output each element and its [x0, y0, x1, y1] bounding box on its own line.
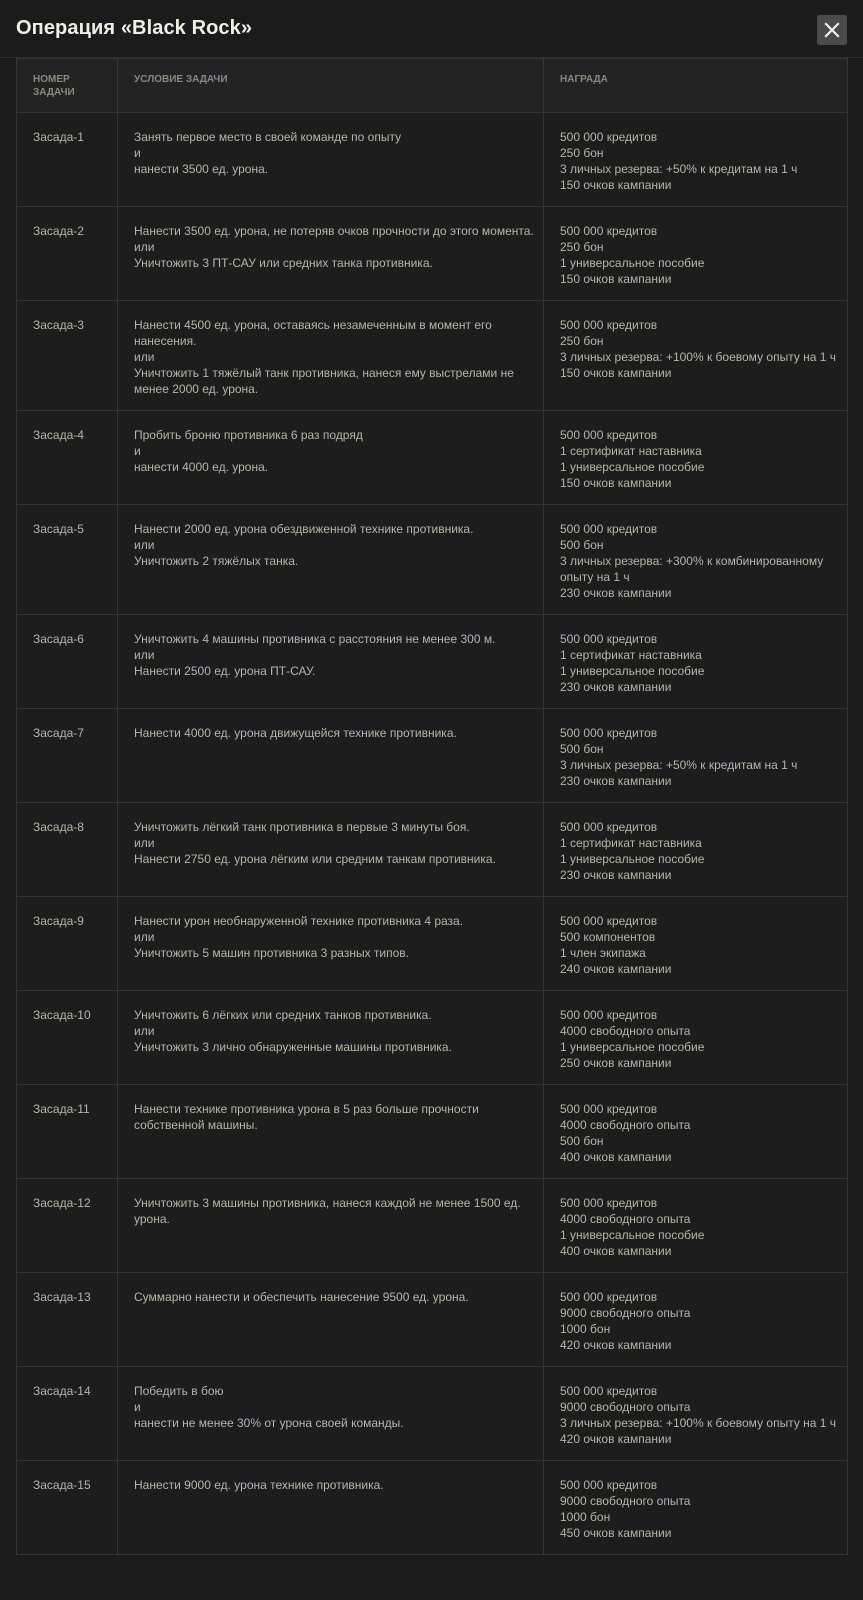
condition-line: Уничтожить 2 тяжёлых танка.: [134, 554, 299, 568]
reward-line: 500 000 кредитов: [560, 318, 658, 332]
table-row: [17, 991, 848, 1085]
condition-line: и: [134, 146, 141, 160]
task-reward-cell: [544, 1461, 848, 1555]
task-number-cell: [17, 803, 118, 897]
task-reward-cell: [544, 1367, 848, 1461]
task-reward-cell: [544, 803, 848, 897]
condition-line: Занять первое место в своей команде по опыту: [134, 130, 402, 144]
reward-line: 150 очков кампании: [560, 272, 672, 286]
reward-line: 250 очков кампании: [560, 1056, 672, 1070]
column-header-label: УСЛОВИЕ ЗАДАЧИ: [134, 74, 228, 85]
task-reward-cell: [544, 991, 848, 1085]
task-reward-cell: [544, 301, 848, 411]
reward-line: 420 очков кампании: [560, 1432, 672, 1446]
reward-line: 240 очков кампании: [560, 962, 672, 976]
reward-line: 500 000 кредитов: [560, 224, 658, 238]
tasks-table: [16, 58, 848, 1555]
condition-line: урона.: [134, 1212, 170, 1226]
reward-line: 150 очков кампании: [560, 366, 672, 380]
table-row: [17, 1085, 848, 1179]
reward-line: 500 000 кредитов: [560, 1478, 658, 1492]
task-number: Засада-12: [33, 1196, 91, 1210]
condition-line: или: [134, 1024, 155, 1038]
task-number: Засада-1: [33, 130, 84, 144]
reward-line: 1 универсальное пособие: [560, 852, 705, 866]
reward-line: 4000 свободного опыта: [560, 1118, 691, 1132]
reward-line: 4000 свободного опыта: [560, 1024, 691, 1038]
table-row: [17, 301, 848, 411]
reward-line: 3 личных резерва: +100% к боевому опыту на 1 ч: [560, 350, 837, 364]
task-condition-cell: [118, 505, 544, 615]
task-number-cell: [17, 1273, 118, 1367]
reward-line: 1 универсальное пособие: [560, 664, 705, 678]
reward-line: 1 сертификат наставника: [560, 648, 702, 662]
reward-line: 500 000 кредитов: [560, 522, 658, 536]
condition-line: Уничтожить 5 машин противника 3 разных типов.: [134, 946, 409, 960]
condition-line: Уничтожить 3 лично обнаруженные машины противника.: [134, 1040, 452, 1054]
task-number: Засада-10: [33, 1008, 91, 1022]
table-row: [17, 505, 848, 615]
table-row: [17, 615, 848, 709]
task-reward-cell: [544, 615, 848, 709]
table-row: [17, 113, 848, 207]
reward-line: 3 личных резерва: +50% к кредитам на 1 ч: [560, 758, 798, 772]
condition-line: или: [134, 240, 155, 254]
table-row: [17, 709, 848, 803]
reward-line: опыту на 1 ч: [560, 570, 630, 584]
reward-line: 500 000 кредитов: [560, 1384, 658, 1398]
task-number: Засада-7: [33, 726, 84, 740]
condition-line: Нанести 3500 ед. урона, не потеряв очков прочности до этого момента.: [134, 224, 534, 238]
task-condition-cell: [118, 207, 544, 301]
reward-line: 150 очков кампании: [560, 178, 672, 192]
reward-line: 500 компонентов: [560, 930, 656, 944]
column-header-task-number: [17, 59, 118, 113]
task-number-cell: [17, 1085, 118, 1179]
condition-line: и: [134, 1400, 141, 1414]
reward-line: 500 000 кредитов: [560, 1196, 658, 1210]
table-row: [17, 1367, 848, 1461]
task-number: Засада-9: [33, 914, 84, 928]
condition-line: собственной машины.: [134, 1118, 258, 1132]
reward-line: 230 очков кампании: [560, 774, 672, 788]
reward-line: 1 сертификат наставника: [560, 836, 702, 850]
task-number: Засада-11: [33, 1102, 90, 1116]
task-number: Засада-14: [33, 1384, 91, 1398]
task-condition-cell: [118, 991, 544, 1085]
reward-line: 9000 свободного опыта: [560, 1400, 691, 1414]
condition-line: или: [134, 538, 155, 552]
condition-line: менее 2000 ед. урона.: [134, 382, 259, 396]
condition-line: Нанести 4500 ед. урона, оставаясь незамеченным в момент его: [134, 318, 492, 332]
reward-line: 500 000 кредитов: [560, 130, 658, 144]
reward-line: 250 бон: [560, 146, 604, 160]
reward-line: 1000 бон: [560, 1322, 611, 1336]
condition-line: Нанести 2500 ед. урона ПТ-САУ.: [134, 664, 316, 678]
task-condition-cell: [118, 709, 544, 803]
task-number: Засада-5: [33, 522, 84, 536]
reward-line: 420 очков кампании: [560, 1338, 672, 1352]
task-reward-cell: [544, 1273, 848, 1367]
task-condition-cell: [118, 301, 544, 411]
task-number-cell: [17, 1367, 118, 1461]
table-row: [17, 1461, 848, 1555]
task-condition-cell: [118, 1179, 544, 1273]
condition-line: Нанести 2000 ед. урона обездвиженной технике противника.: [134, 522, 474, 536]
reward-line: 1 универсальное пособие: [560, 460, 705, 474]
task-number-cell: [17, 207, 118, 301]
reward-line: 1 универсальное пособие: [560, 1228, 705, 1242]
task-number-cell: [17, 709, 118, 803]
condition-line: нанести не менее 30% от урона своей команды.: [134, 1416, 404, 1430]
reward-line: 230 очков кампании: [560, 680, 672, 694]
task-condition-cell: [118, 411, 544, 505]
condition-line: или: [134, 836, 155, 850]
task-number-cell: [17, 991, 118, 1085]
table-row: [17, 1273, 848, 1367]
reward-line: 150 очков кампании: [560, 476, 672, 490]
table-row: [17, 803, 848, 897]
task-condition-cell: [118, 1461, 544, 1555]
condition-line: и: [134, 444, 141, 458]
task-reward-cell: [544, 709, 848, 803]
condition-line: Пробить броню противника 6 раз подряд: [134, 428, 363, 442]
dialog-title: Операция «Black Rock»: [16, 17, 253, 39]
task-number: Засада-4: [33, 428, 84, 442]
task-number: Засада-2: [33, 224, 84, 238]
reward-line: 4000 свободного опыта: [560, 1212, 691, 1226]
task-reward-cell: [544, 113, 848, 207]
condition-line: Победить в бою: [134, 1384, 224, 1398]
column-header-condition: [118, 59, 544, 113]
condition-line: Уничтожить 1 тяжёлый танк противника, нанеся ему выстрелами не: [134, 366, 514, 380]
reward-line: 230 очков кампании: [560, 586, 672, 600]
condition-line: Уничтожить 3 машины противника, нанеся каждой не менее 1500 ед.: [134, 1196, 521, 1210]
reward-line: 9000 свободного опыта: [560, 1306, 691, 1320]
condition-line: Нанести 2750 ед. урона лёгким или средним танкам противника.: [134, 852, 496, 866]
task-reward-cell: [544, 505, 848, 615]
reward-line: 3 личных резерва: +50% к кредитам на 1 ч: [560, 162, 798, 176]
task-condition-cell: [118, 1273, 544, 1367]
task-condition-cell: [118, 615, 544, 709]
task-number-cell: [17, 411, 118, 505]
reward-line: 500 000 кредитов: [560, 632, 658, 646]
condition-line: Уничтожить 4 машины противника с расстояния не менее 300 м.: [134, 632, 496, 646]
table-row: [17, 411, 848, 505]
column-header-label: НАГРАДА: [560, 74, 608, 85]
reward-line: 9000 свободного опыта: [560, 1494, 691, 1508]
task-number-cell: [17, 1461, 118, 1555]
task-number: Засада-13: [33, 1290, 91, 1304]
close-button[interactable]: [817, 15, 847, 45]
reward-line: 3 личных резерва: +100% к боевому опыту на 1 ч: [560, 1416, 837, 1430]
task-number-cell: [17, 301, 118, 411]
task-reward-cell: [544, 207, 848, 301]
condition-line: Нанести 9000 ед. урона технике противника.: [134, 1478, 384, 1492]
reward-line: 400 очков кампании: [560, 1244, 672, 1258]
task-number: Засада-8: [33, 820, 84, 834]
condition-line: или: [134, 930, 155, 944]
dialog-header: [0, 0, 863, 58]
reward-line: 500 000 кредитов: [560, 726, 658, 740]
reward-line: 500 бон: [560, 1134, 604, 1148]
reward-line: 500 000 кредитов: [560, 428, 658, 442]
task-number-cell: [17, 897, 118, 991]
condition-line: нанести 3500 ед. урона.: [134, 162, 269, 176]
condition-line: Нанести технике противника урона в 5 раз больше прочности: [134, 1102, 479, 1116]
reward-line: 450 очков кампании: [560, 1526, 672, 1540]
condition-line: Нанести урон необнаруженной технике противника 4 раза.: [134, 914, 464, 928]
reward-line: 500 000 кредитов: [560, 820, 658, 834]
reward-line: 500 бон: [560, 538, 604, 552]
task-number: Засада-3: [33, 318, 84, 332]
reward-line: 500 000 кредитов: [560, 1008, 658, 1022]
condition-line: Уничтожить лёгкий танк противника в первые 3 минуты боя.: [134, 820, 470, 834]
condition-line: нанести 4000 ед. урона.: [134, 460, 269, 474]
reward-line: 230 очков кампании: [560, 868, 672, 882]
task-number-cell: [17, 615, 118, 709]
reward-line: 500 000 кредитов: [560, 914, 658, 928]
task-number: Засада-6: [33, 632, 84, 646]
task-condition-cell: [118, 113, 544, 207]
reward-line: 250 бон: [560, 334, 604, 348]
reward-line: 1 член экипажа: [560, 946, 646, 960]
condition-line: Суммарно нанести и обеспечить нанесение 9500 ед. урона.: [134, 1290, 469, 1304]
condition-line: или: [134, 648, 155, 662]
table-row: [17, 897, 848, 991]
task-condition-cell: [118, 1085, 544, 1179]
reward-line: 500 000 кредитов: [560, 1102, 658, 1116]
task-number-cell: [17, 113, 118, 207]
reward-line: 400 очков кампании: [560, 1150, 672, 1164]
task-condition-cell: [118, 897, 544, 991]
task-number-cell: [17, 1179, 118, 1273]
task-reward-cell: [544, 897, 848, 991]
task-number-cell: [17, 505, 118, 615]
reward-line: 1 универсальное пособие: [560, 1040, 705, 1054]
task-reward-cell: [544, 1179, 848, 1273]
task-number: Засада-15: [33, 1478, 91, 1492]
condition-line: Уничтожить 3 ПТ-САУ или средних танка противника.: [134, 256, 433, 270]
condition-line: или: [134, 350, 155, 364]
table-row: [17, 1179, 848, 1273]
condition-line: Нанести 4000 ед. урона движущейся технике противника.: [134, 726, 457, 740]
reward-line: 1000 бон: [560, 1510, 611, 1524]
reward-line: 500 000 кредитов: [560, 1290, 658, 1304]
table-header-row: [17, 59, 848, 113]
reward-line: 1 универсальное пособие: [560, 256, 705, 270]
column-header-reward: [544, 59, 848, 113]
task-condition-cell: [118, 803, 544, 897]
reward-line: 500 бон: [560, 742, 604, 756]
reward-line: 1 сертификат наставника: [560, 444, 702, 458]
condition-line: Уничтожить 6 лёгких или средних танков противника.: [134, 1008, 432, 1022]
reward-line: 3 личных резерва: +300% к комбинированному: [560, 554, 824, 568]
task-condition-cell: [118, 1367, 544, 1461]
task-reward-cell: [544, 1085, 848, 1179]
column-header-label: НОМЕР ЗАДАЧИ: [33, 74, 75, 98]
task-reward-cell: [544, 411, 848, 505]
condition-line: нанесения.: [134, 334, 197, 348]
table-row: [17, 207, 848, 301]
reward-line: 250 бон: [560, 240, 604, 254]
close-icon: [824, 22, 840, 38]
